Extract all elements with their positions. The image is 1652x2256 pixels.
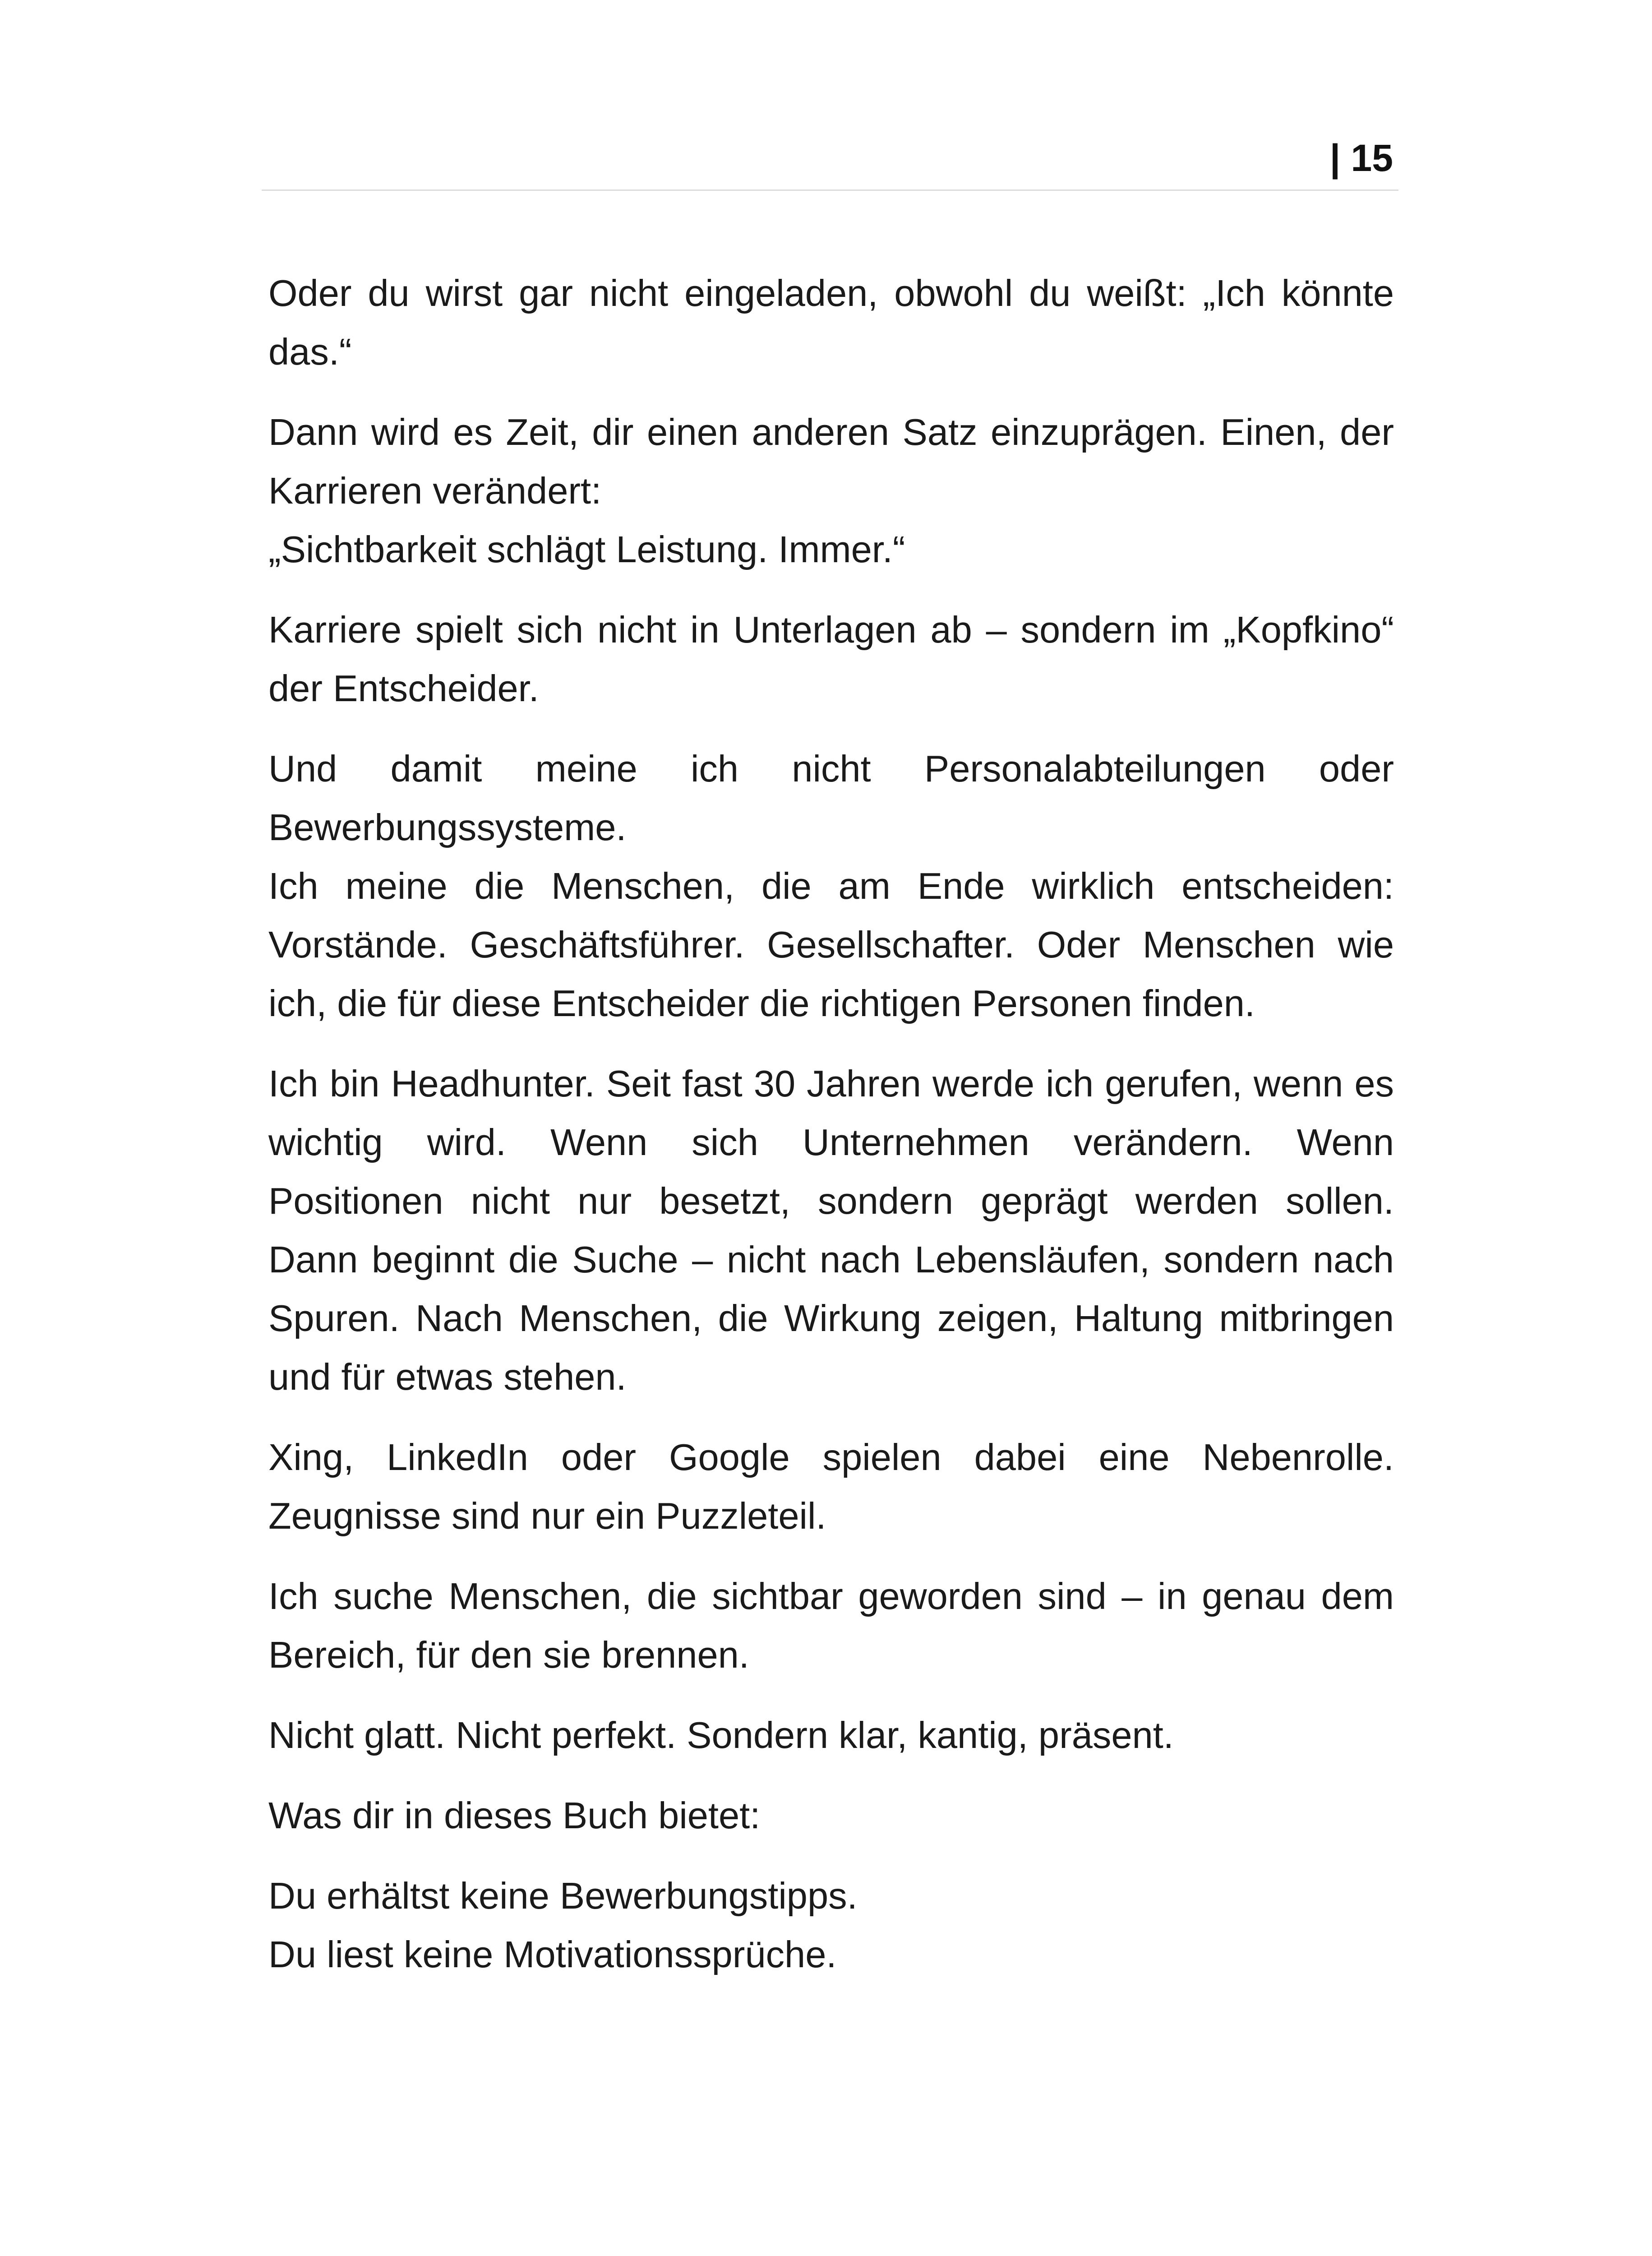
text-line: wichtig wird. Wenn sich Unternehmen verändern. Wenn (268, 1121, 1394, 1163)
text-line: Karrieren verändert: (268, 470, 602, 512)
text-line: Bewerbungssysteme. (268, 806, 627, 848)
text-line: Dann beginnt die Suche – nicht nach Lebensläufen, sondern nach (268, 1239, 1394, 1281)
text-line: und für etwas stehen. (268, 1356, 627, 1398)
text-line: ich, die für diese Entscheider die richtigen Personen finden. (268, 982, 1255, 1024)
text-line: Was dir in dieses Buch bietet: (268, 1794, 761, 1836)
text-line: „Sichtbarkeit schlägt Leistung. Immer.“ (268, 528, 905, 570)
paragraph-8 (268, 1706, 1394, 1765)
text-line: Karriere spielt sich nicht in Unterlagen ab – sondern im „Kopfkino“ (268, 609, 1394, 651)
page-number: | 15 (1329, 137, 1393, 179)
paragraph-7 (268, 1567, 1394, 1684)
text-line: Positionen nicht nur besetzt, sondern geprägt werden sollen. (268, 1180, 1394, 1222)
text-line: Oder du wirst gar nicht eingeladen, obwohl du weißt: „Ich könnte (268, 272, 1394, 314)
paragraph-2 (268, 403, 1394, 579)
text-line: Vorstände. Geschäftsführer. Gesellschafter. Oder Menschen wie (268, 924, 1394, 966)
text-line: Du liest keine Motivationssprüche. (268, 1933, 837, 1975)
body-text (268, 264, 1394, 2006)
text-line: Bereich, für den sie brennen. (268, 1634, 749, 1676)
page-header (262, 131, 1398, 191)
text-line: Ich meine die Menschen, die am Ende wirklich entscheiden: (268, 865, 1394, 907)
text-line: Spuren. Nach Menschen, die Wirkung zeigen, Haltung mitbringen (268, 1297, 1394, 1339)
text-line: Und damit meine ich nicht Personalabteilungen oder (268, 748, 1394, 790)
text-line: das.“ (268, 331, 352, 373)
paragraph-3 (268, 601, 1394, 718)
paragraph-9 (268, 1786, 1394, 1845)
text-line: der Entscheider. (268, 667, 539, 709)
text-line: Ich suche Menschen, die sichtbar geworden sind – in genau dem (268, 1575, 1394, 1617)
text-line: Du erhältst keine Bewerbungstipps. (268, 1875, 858, 1917)
paragraph-5 (268, 1054, 1394, 1406)
text-line: Zeugnisse sind nur ein Puzzleteil. (268, 1495, 826, 1537)
paragraph-10 (268, 1867, 1394, 1984)
paragraph-6 (268, 1428, 1394, 1545)
text-line: Dann wird es Zeit, dir einen anderen Satz einzuprägen. Einen, der (268, 411, 1394, 453)
text-line: Ich bin Headhunter. Seit fast 30 Jahren werde ich gerufen, wenn es (268, 1063, 1394, 1105)
text-line: Nicht glatt. Nicht perfekt. Sondern klar, kantig, präsent. (268, 1714, 1174, 1756)
paragraph-4 (268, 740, 1394, 1033)
text-line: Xing, LinkedIn oder Google spielen dabei eine Nebenrolle. (268, 1436, 1394, 1478)
paragraph-1 (268, 264, 1394, 381)
